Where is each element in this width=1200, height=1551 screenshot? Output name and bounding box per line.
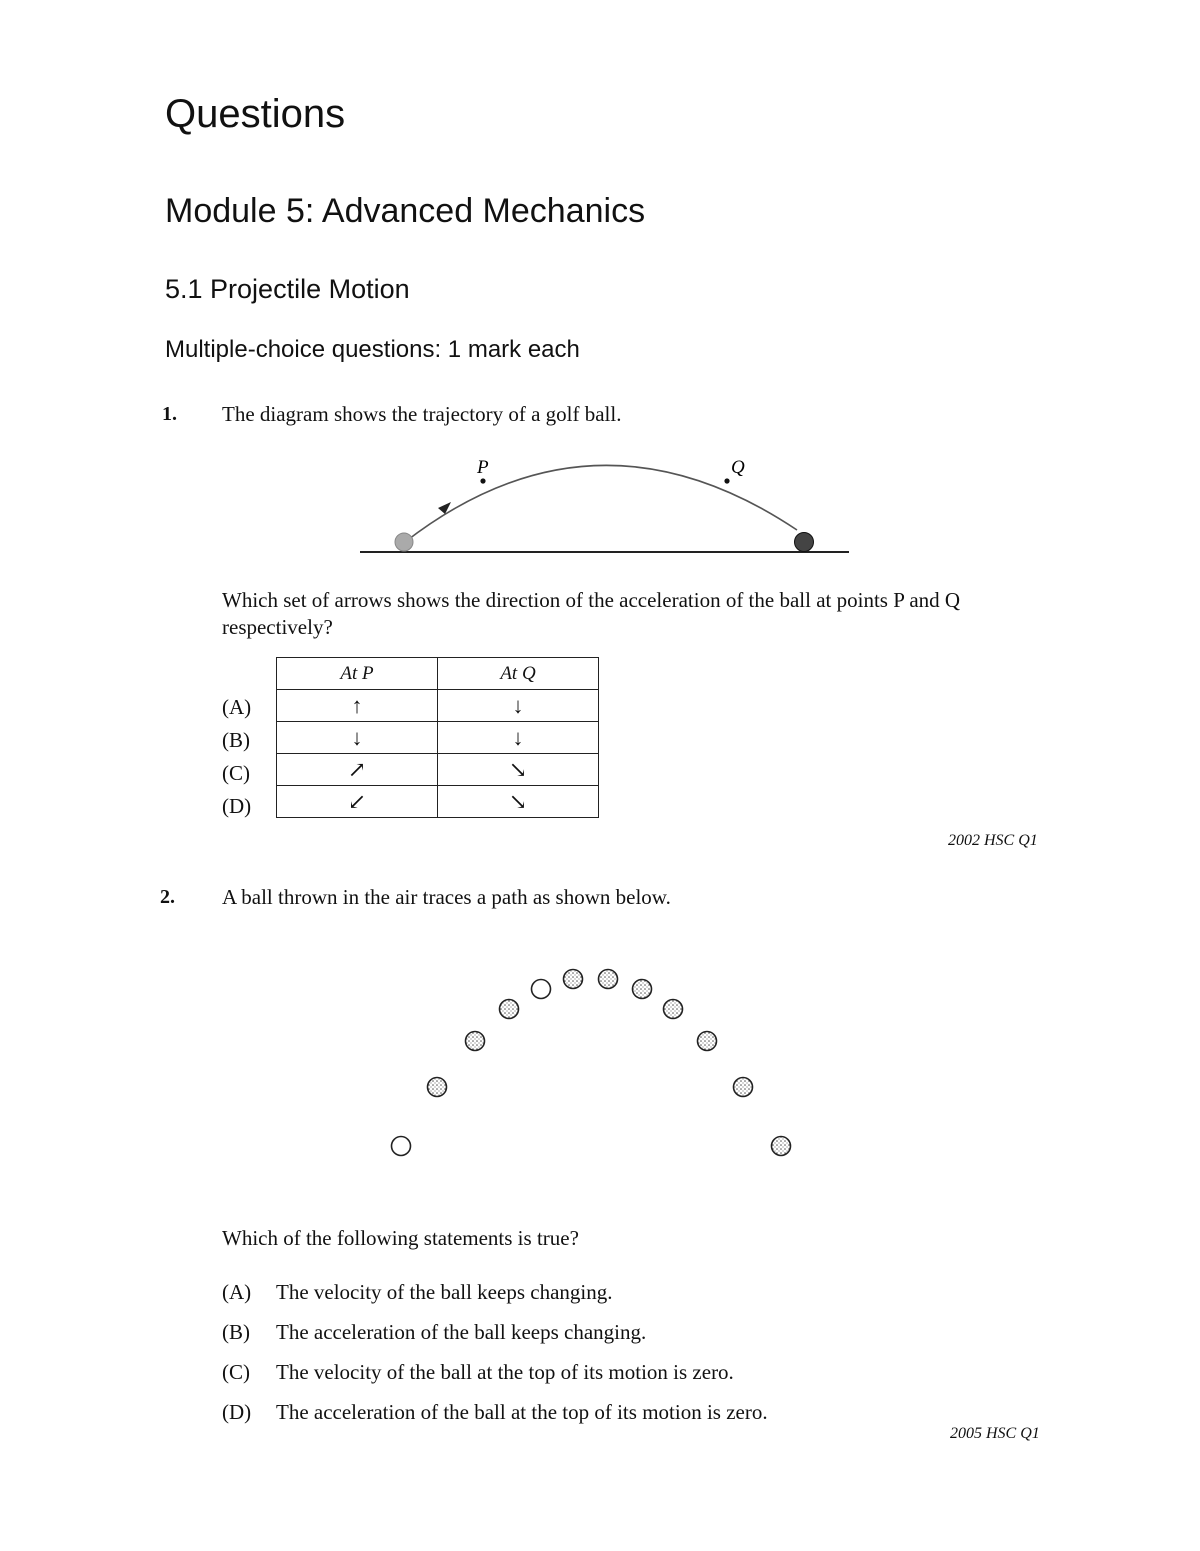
point-q-dot <box>724 478 729 483</box>
option-label: (A) <box>222 1280 252 1304</box>
arrow-cell: ↙ <box>277 786 438 818</box>
q2-text: A ball thrown in the air traces a path as shown below. <box>222 885 671 909</box>
ball-position <box>564 970 583 989</box>
q1-option-label-d: (D) <box>222 794 252 818</box>
header-at-q: At Q <box>438 658 599 690</box>
arrow-cell: ↑ <box>277 690 438 722</box>
option-text: The velocity of the ball keeps changing. <box>276 1280 613 1304</box>
q2-option-b <box>222 1320 646 1345</box>
arrow-cell: ↘ <box>438 754 599 786</box>
q1-question-line1: Which set of arrows shows the direction of the acceleration of the ball at points P and Q <box>222 588 961 612</box>
q2-source: 2005 HSC Q1 <box>950 1425 1040 1442</box>
ball-position <box>466 1032 485 1051</box>
ball-position <box>599 970 618 989</box>
ball-position <box>428 1078 447 1097</box>
ball-position <box>633 980 652 999</box>
table-row <box>277 754 599 786</box>
option-label: (C) <box>222 1360 250 1384</box>
module-title: Module 5: Advanced Mechanics <box>165 192 646 230</box>
q1-number: 1. <box>162 403 177 425</box>
q1-answer-table <box>276 657 599 818</box>
q2-question: Which of the following statements is true? <box>222 1226 579 1250</box>
option-label: (D) <box>222 1400 252 1424</box>
arrow-cell: ↘ <box>438 786 599 818</box>
ball-position <box>734 1078 753 1097</box>
golf-ball-end <box>795 533 814 552</box>
q1-text: The diagram shows the trajectory of a golf ball. <box>222 402 622 426</box>
table-row <box>277 690 599 722</box>
arrow-cell: ↓ <box>277 722 438 754</box>
q1-source: 2002 HSC Q1 <box>948 832 1038 849</box>
header-at-p: At P <box>277 658 438 690</box>
page-title: Questions <box>165 92 346 136</box>
golf-ball-start <box>395 533 413 551</box>
ball-position <box>698 1032 717 1051</box>
mc-heading: Multiple-choice questions: 1 mark each <box>165 336 580 363</box>
arrow-cell: ↓ <box>438 690 599 722</box>
option-text: The velocity of the ball at the top of its motion is zero. <box>276 1360 734 1384</box>
point-q-label: Q <box>731 457 745 478</box>
point-p-label: P <box>477 457 489 478</box>
arrow-cell: ↓ <box>438 722 599 754</box>
table-header-row <box>277 658 599 690</box>
q1-option-label-a: (A) <box>222 695 252 719</box>
q2-ball-path-diagram <box>380 960 810 1165</box>
q1-option-label-c: (C) <box>222 761 250 785</box>
q2-option-c <box>222 1360 734 1385</box>
option-text: The acceleration of the ball at the top of its motion is zero. <box>276 1400 768 1424</box>
ball-position <box>664 1000 683 1019</box>
table-row <box>277 786 599 818</box>
q1-question-line2: respectively? <box>222 615 333 639</box>
q2-number: 2. <box>160 886 175 908</box>
option-label: (B) <box>222 1320 250 1344</box>
q2-option-d <box>222 1400 768 1425</box>
section-title: 5.1 Projectile Motion <box>165 274 410 304</box>
ball-position <box>532 980 551 999</box>
q1-trajectory-diagram <box>355 450 855 560</box>
q1-option-label-b: (B) <box>222 728 250 752</box>
point-p-dot <box>480 478 485 483</box>
ball-position <box>392 1137 411 1156</box>
ball-position <box>772 1137 791 1156</box>
ball-position <box>500 1000 519 1019</box>
arrow-cell: ↗ <box>277 754 438 786</box>
q2-option-a <box>222 1280 612 1305</box>
table-row <box>277 722 599 754</box>
option-text: The acceleration of the ball keeps changing. <box>276 1320 647 1344</box>
